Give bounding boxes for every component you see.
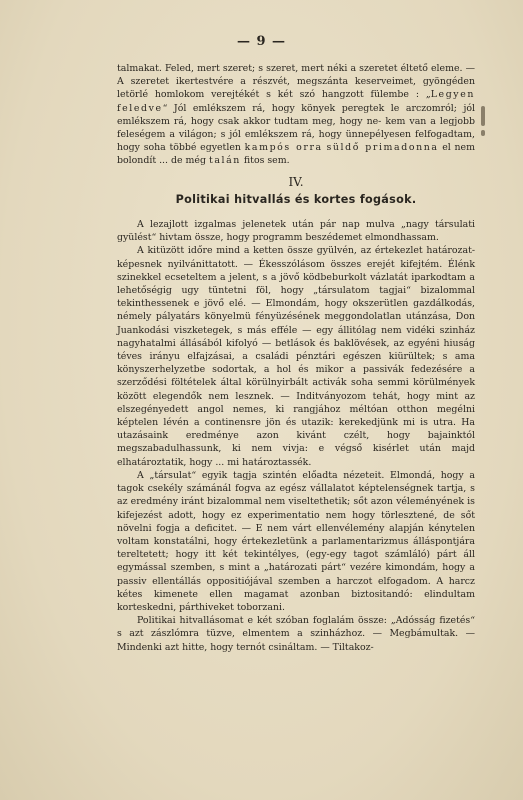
chapter-number: IV. <box>288 174 304 189</box>
top-paragraph: talmakat. Feled, mert szeret; s szeret, mert néki a szeretet éltető eleme. — A szeretet ikertestvére a részvét, megszánta keserveimet, gyöngéden letörlé homlokom verejtékét s két szó hangzott fülembe : „Legyen feledve“ Jól emlékszem rá, hogy könyek peregtek le arczomról; jól emlékszem rá, hogy csak akkor tudtam meg, hogy ne- kem van a legjobb feleségem a világon; s jól emlékszem rá, hogy ünnepélyesen felfogadtam, hogy soha többé egyetlen kampós orra süldő primadonna el nem bolondít ... de még talán fitos sem. <box>117 63 476 167</box>
paragraph: Politikai hitvallásomat e két szóban foglalám össze: „Adósság fizetés“ s azt zászlómra tüzve, elmentem a szinházhoz. — Megbámultak. — Mindenki azt hitte, hogy ternót csináltam. — Tiltakoz- <box>117 615 475 653</box>
page-number: — 9 — <box>236 34 287 49</box>
binding-mark <box>481 106 485 126</box>
binding-mark <box>481 130 485 136</box>
paragraph: A kitüzött időre mind a ketten össze gyülvén, az értekezlet határozat-képesnek nyilvánittatott. — Ékesszólásom összes erejét kifejtém. Élénk szinekkel ecseteltem a jelent, s a jövő ködbeburkolt vázlatát iparkodtam a lehetőségig ugy tüntetni föl, hogy „társulatom tagjai“ bizalommal tekinthessenek e jövő elé. — Elmondám, hogy okszerütlen gazdálkodás, némely pályatárs könyelmü fényüzésének meggondolatlan utánzása, Don Juankodási viszketegek, s más efféle — egy állitólag nem vidéki szinház nagyhatalmi állásából kifolyó — betlások és baklövések, az egyéni hiuság téves irányu elfajzásai, a családi pénztári egészen kiürültek; s ama könyszerhelyzetbe sodortak, a hol és mikor a passivák fedezésére a szerződési föltételek által körülnyirbált activák soha semmi körülmények között elegendők nem lesznek. — Inditványozom tehát, hogy mint az elszegényedett angol nemes, ki rangjához méltóan otthon megélni képtelen lévén a continensre jön és utazik: kerekedjünk mi is utra. Ha utazásaink eredménye azon kivánt czélt, hogy bajainktól megszabadulhassunk, ki nem vivja: e végső kisérlet után majd elhatároztatik, hogy ... mi határoztassék. <box>117 245 475 468</box>
chapter-title: Politikai hitvallás és kortes fogások. <box>175 192 417 206</box>
paragraph: A lezajlott izgalmas jelenetek után pár nap mulva „nagy társulati gyülést“ hivtam össze, hogy programm beszédemet elmondhassam. <box>117 219 475 244</box>
paragraph: A „társulat“ egyik tagja szintén előadta nézeteit. Elmondá, hogy a tagok csekély számánál fogva az egész vállalatot képtelenségnek tartja, s az eredmény iránt bizalommal nem viseltethetik; sőt azon véleményének is kifejezést adott, hogy ez experimentatio nem hogy törlesztené, de sőt növelni fogja a deficitet. — E nem várt ellenvélemény alapján kénytelen voltam konstatálni, hogy értekezletünk a parlamentarizmus álláspontjára tereltetett; hogy itt két tekintélyes, (egy-egy tagot számláló) párt áll egymással szemben, s mint a „határozati párt“ vezére kimondám, hogy a passiv ellentállás oppositiójával szemben a harczot elfogadom. A harcz kétes kimenete ellen magamat azonban biztositandó: elindultam korteskedni, párthiveket toborzani. <box>117 469 475 613</box>
page-body <box>117 62 475 654</box>
